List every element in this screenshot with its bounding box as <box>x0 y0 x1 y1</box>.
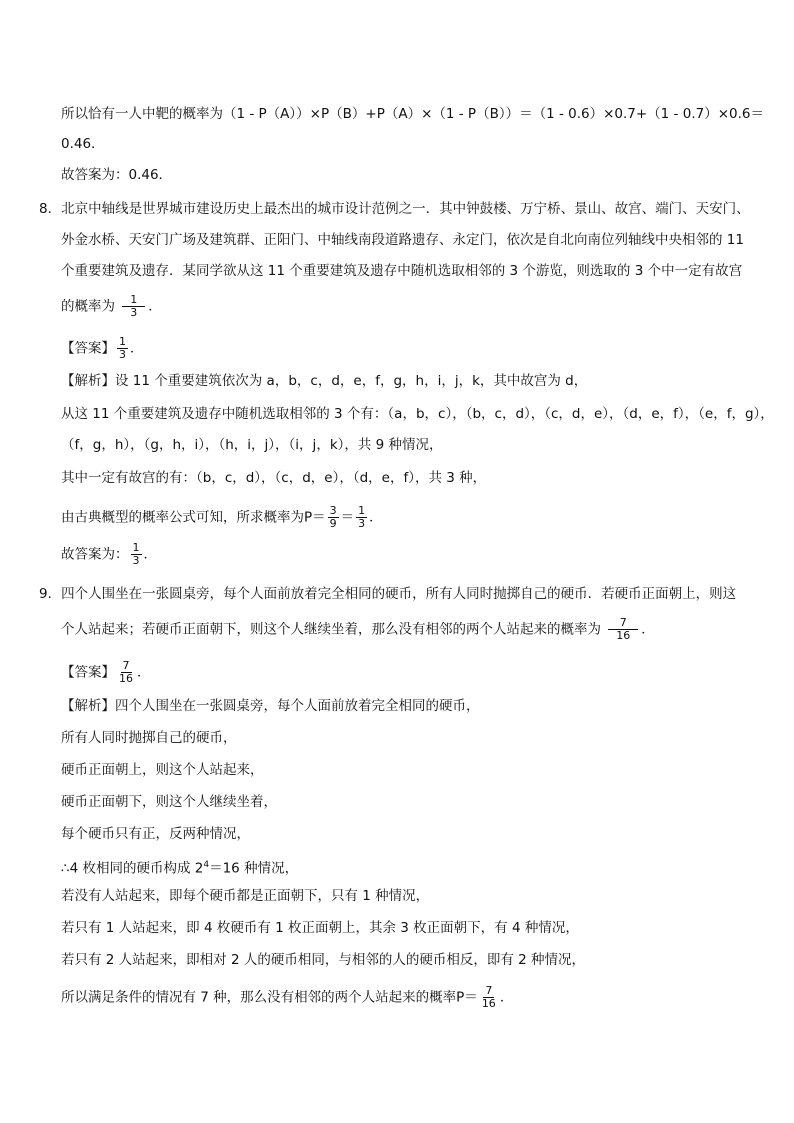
q7-solution-line: 所以恰有一人中靶的概率为（1 - P（A））×P（B）+P（A）×（1 - P（B））＝（1 - 0.6）×0.7+（1 - 0.7）×0.6＝ <box>61 106 764 122</box>
q9-stem-text-1: 四个人围坐在一张圆桌旁，每个人面前放着完全相同的硬币，所有人同时抛掷自己的硬币．若硬币正面朝上，则这 <box>61 586 737 602</box>
equals-sign: ＝ <box>340 509 355 526</box>
q9-analysis-text-6: ∴4 枚相同的硬币构成 2 <box>61 860 204 877</box>
q9-stem-period: ． <box>641 621 655 638</box>
q9-stem-line-1 <box>39 584 736 604</box>
period: ． <box>499 989 514 1006</box>
q9-analysis-line-3: 硬币正面朝上，则这个人站起来， <box>61 762 264 778</box>
period: ． <box>137 664 151 681</box>
q8-analysis-text-1: 设 11 个重要建筑依次为 a，b，c，d，e，f，g，h，i，j，k，其中故宫为 d， <box>115 373 588 389</box>
fraction-denominator: 9 <box>329 517 337 530</box>
q9-analysis-line-9: 若只有 2 人站起来，即相对 2 人的硬币相同，与相邻的人的硬币相反，即有 2 种情况， <box>61 952 586 968</box>
q8-answer-fraction <box>117 336 128 361</box>
fraction-denominator: 3 <box>132 554 140 567</box>
q7-solution-result: 0.46． <box>61 136 105 152</box>
fraction-numerator: 7 <box>485 984 493 997</box>
q9-analysis-line-7: 若没有人站起来，即每个硬币都是正面朝下，只有 1 种情况， <box>61 888 430 904</box>
q8-number: 8． <box>39 201 62 217</box>
fraction-denominator: 16 <box>119 672 133 685</box>
q9-answer-blank <box>608 617 638 642</box>
q9-analysis-line-2: 所有人同时抛掷自己的硬币， <box>61 730 237 746</box>
analysis-tag: 【解析】 <box>61 698 115 714</box>
q8-stem-line-3: 个重要建筑及遗存．某同学欲从这 11 个重要建筑及遗存中随机选取相邻的 3 个游览，则选取的 3 个中一定有故宫 <box>61 263 743 279</box>
q9-analysis-line-6 <box>61 855 298 879</box>
fraction-denominator: 16 <box>481 997 496 1010</box>
q8-stem-text-4: 的概率为 <box>61 298 115 315</box>
fraction-denominator: 3 <box>358 517 366 530</box>
exponent: 4 <box>203 860 210 870</box>
q8-analysis-text-5: 由古典概型的概率公式可知，所求概率为P＝ <box>61 509 326 526</box>
q8-analysis-line-5 <box>61 505 383 530</box>
q8-final-answer <box>61 542 157 567</box>
q9-analysis-text-1: 四个人围坐在一张圆桌旁，每个人面前放着完全相同的硬币， <box>115 698 480 714</box>
q9-blank-numerator: 7 <box>619 616 627 629</box>
answer-tag: 【答案】 <box>61 340 115 357</box>
q9-analysis-line-1 <box>61 696 480 716</box>
final-answer-label: 故答案为： <box>61 546 129 563</box>
q8-stem-line-2: 外金水桥、天安门广场及建筑群、正阳门、中轴线南段道路遗存、永定门，依次是自北向南位列轴线中央相邻的 11 <box>61 232 744 248</box>
q9-analysis-line-4: 硬币正面朝下，则这个人继续坐着， <box>61 794 277 810</box>
q9-stem-text-2: 个人站起来；若硬币正面朝下，则这个人继续坐着，那么没有相邻的两个人站起来的概率为 <box>61 621 601 638</box>
fraction-numerator: 3 <box>329 504 337 517</box>
q8-analysis-line-4: 其中一定有故宫的有：（b，c，d），（c，d，e），（d，e，f），共 3 种， <box>61 470 487 486</box>
q9-blank-denominator: 16 <box>608 629 638 642</box>
q8-final-fraction <box>131 542 142 567</box>
q8-answer-line <box>61 336 144 361</box>
answer-tag: 【答案】 <box>61 664 115 681</box>
q9-stem-line-2 <box>61 617 655 642</box>
fraction-numerator: 1 <box>132 541 140 554</box>
q8-blank-denominator: 3 <box>122 306 145 319</box>
q9-answer-fraction <box>117 660 135 685</box>
fraction-3-9 <box>328 505 339 530</box>
period: ． <box>130 340 144 357</box>
q9-analysis-line-8: 若只有 1 人站起来，即 4 枚硬币有 1 枚正面朝上，其余 3 枚正面朝下，有 4 种情况， <box>61 920 579 936</box>
fraction-denominator: 3 <box>119 348 126 361</box>
q7-final-answer: 故答案为：0.46． <box>61 167 173 183</box>
q9-answer-line <box>61 660 151 685</box>
q8-analysis-line-3: （f，g，h），（g，h，i），（h，i，j），（i，j，k），共 9 种情况， <box>61 437 443 453</box>
q8-stem-line-4 <box>61 294 162 319</box>
fraction-7-16 <box>480 985 498 1010</box>
q8-stem-period: ． <box>148 298 162 315</box>
q8-blank-numerator: 1 <box>130 293 138 306</box>
fraction-numerator: 1 <box>358 504 366 517</box>
period: ． <box>143 546 157 563</box>
period: ． <box>369 509 383 526</box>
q9-analysis-text-6-end: ＝16 种情况， <box>209 860 299 877</box>
q9-analysis-line-10 <box>61 985 513 1010</box>
q8-stem-line-1 <box>39 199 750 219</box>
q8-stem-text-1: 北京中轴线是世界城市建设历史上最杰出的城市设计范例之一．其中钟鼓楼、万宁桥、景山、故宫、端门、天安门、 <box>61 201 750 217</box>
q8-answer-blank <box>122 294 145 319</box>
fraction-1-3 <box>356 505 367 530</box>
q9-number: 9． <box>39 586 62 602</box>
q9-analysis-line-5: 每个硬币只有正，反两种情况， <box>61 826 250 842</box>
q9-analysis-text-10: 所以满足条件的情况有 7 种，那么没有相邻的两个人站起来的概率P＝ <box>61 989 478 1006</box>
fraction-numerator: 1 <box>119 335 126 348</box>
q8-analysis-line-1 <box>61 371 587 391</box>
analysis-tag: 【解析】 <box>61 373 115 389</box>
fraction-numerator: 7 <box>122 659 130 672</box>
q8-analysis-line-2: 从这 11 个重要建筑及遗存中随机选取相邻的 3 个有：（a，b，c），（b，c，d），（c，d，e），（d，e，f），（e，f，g）， <box>61 406 774 422</box>
